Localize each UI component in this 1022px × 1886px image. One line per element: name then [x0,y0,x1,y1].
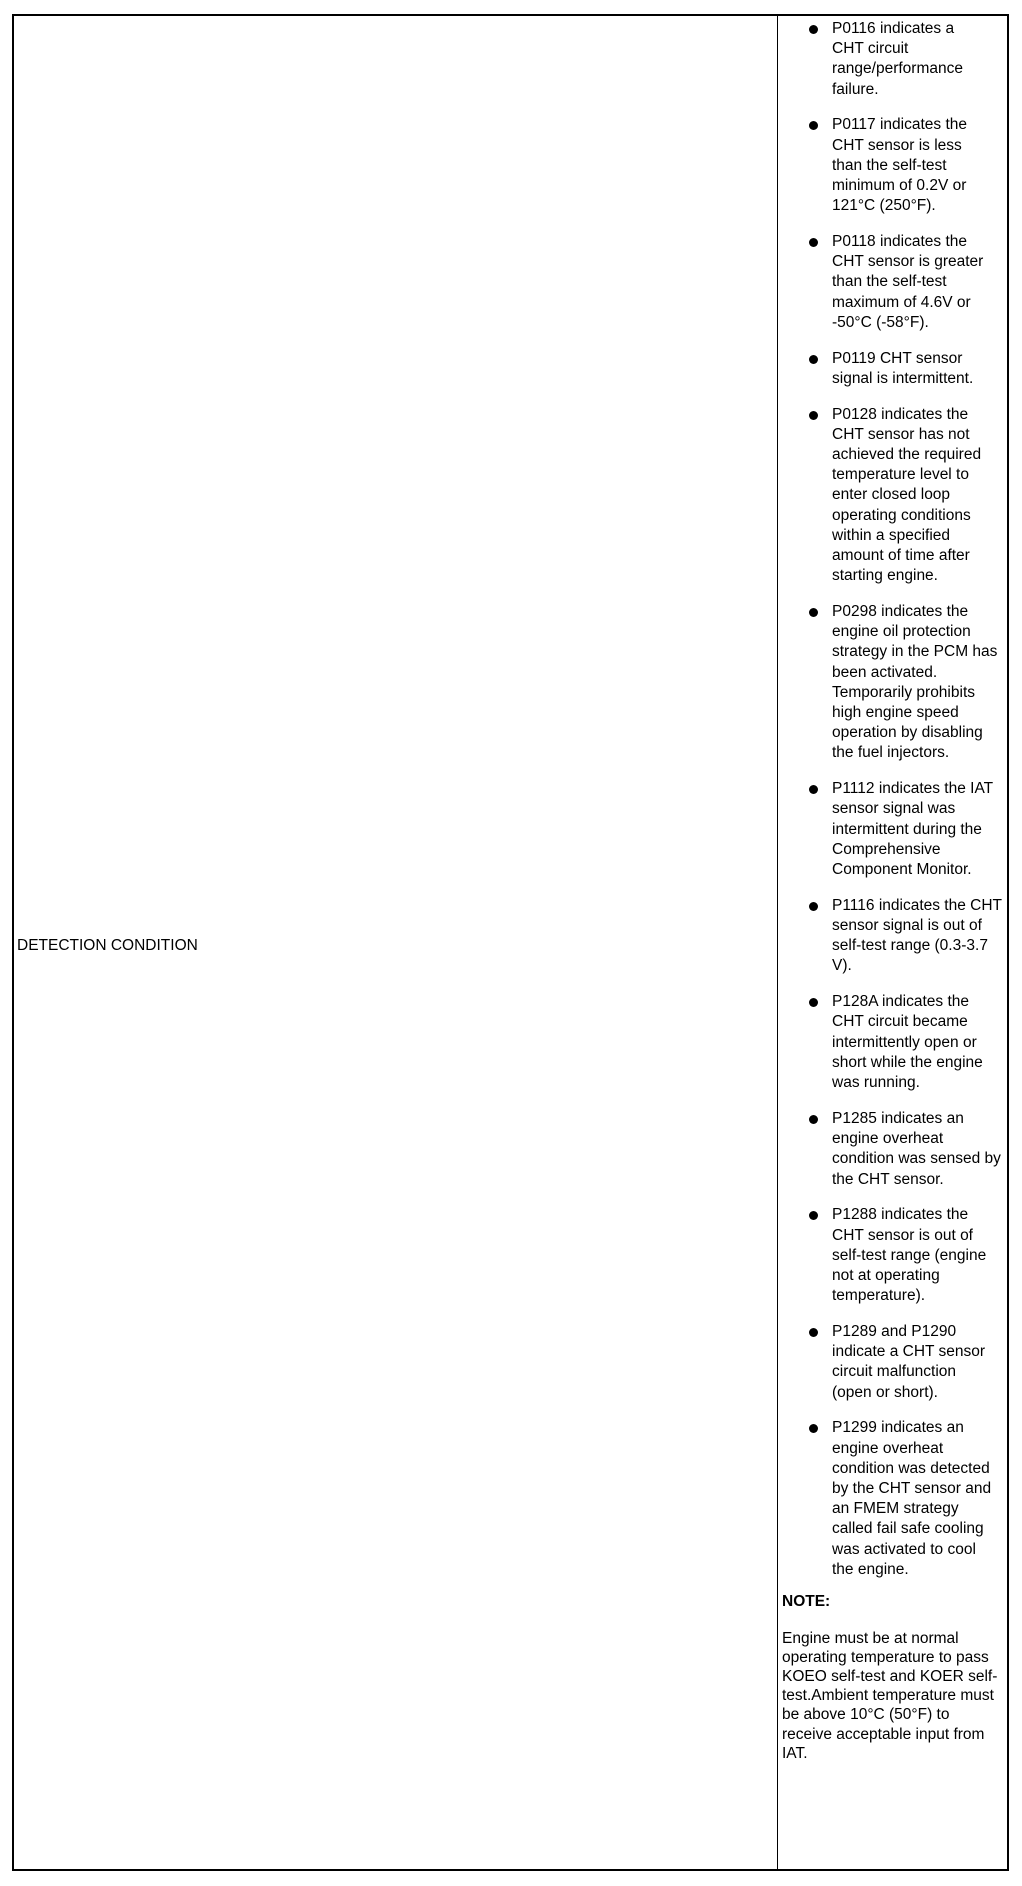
list-item [782,1322,990,1403]
note-label: NOTE: [782,1592,831,1610]
list-item [782,779,997,880]
dtc-text: P0298 indicates the engine oil protection strategy in the PCM has been activated. Temporarily prohibits high engine speed operation by disabling the fuel injectors. [832,603,998,762]
dtc-text: P0118 indicates the CHT sensor is greater than the self-test maximum of 4.6V or -50°C (-58°F). [832,233,984,331]
list-item [782,1109,1002,1190]
list-item [782,115,987,216]
dtc-list [782,19,1003,1580]
dtc-text: P0128 indicates the CHT sensor has not achieved the required temperature level to enter closed loop operating conditions within a specified amount of time after starting engine. [832,405,982,585]
dtc-text: P1285 indicates an engine overheat condition was sensed by the CHT sensor. [832,1109,1001,1188]
bullet-icon [809,785,818,794]
bullet-icon [809,411,818,420]
dtc-text: P1289 and P1290 indicate a CHT sensor circuit malfunction (open or short). [832,1322,986,1401]
dtc-text: P0116 indicates a CHT circuit range/performance failure. [832,20,963,98]
note-text: Engine must be at normal operating temperature to pass KOEO self-test and KOER self-test.Ambient temperature must be above 10°C (50°F) to receive acceptable input from IAT. [782,1629,998,1762]
bullet-icon [809,1211,818,1220]
dtc-text: P1112 indicates the IAT sensor signal was intermittent during the Comprehensive Component Monitor. [832,780,993,879]
list-item [782,405,1002,587]
list-item [782,232,990,333]
bullet-icon [809,998,818,1007]
dtc-text: P1288 indicates the CHT sensor is out of self-test range (engine not at operating temperature). [832,1206,987,1305]
list-item [782,1418,992,1580]
bullet-icon [809,25,818,34]
bullet-icon [809,1328,818,1337]
detection-condition-table [12,14,1009,1871]
bullet-icon [809,1115,818,1124]
bullet-icon [809,121,818,130]
list-item [782,896,1002,977]
dtc-text: P1116 indicates the CHT sensor signal is out of self-test range (0.3-3.7 V). [832,896,1002,975]
dtc-text: P0117 indicates the CHT sensor is less than the self-test minimum of 0.2V or 121°C (250°F). [832,116,968,215]
bullet-icon [809,902,818,911]
dtc-text: P128A indicates the CHT circuit became intermittently open or short while the engine was running. [832,993,983,1092]
list-item [782,349,1002,389]
content-cell [778,16,1007,1869]
row-label: DETECTION CONDITION [17,936,198,954]
list-item [782,602,1002,764]
bullet-icon [809,608,818,617]
bullet-icon [809,1424,818,1433]
bullet-icon [809,238,818,247]
list-item [782,1205,1000,1306]
bullet-icon [809,355,818,364]
dtc-text: P1299 indicates an engine overheat condition was detected by the CHT sensor and an FMEM strategy called fail safe cooling was activated to cool the engine. [832,1419,992,1578]
list-item [782,19,970,100]
list-item [782,992,1002,1093]
label-cell [14,16,777,1869]
dtc-text: P0119 CHT sensor signal is intermittent. [832,349,974,387]
